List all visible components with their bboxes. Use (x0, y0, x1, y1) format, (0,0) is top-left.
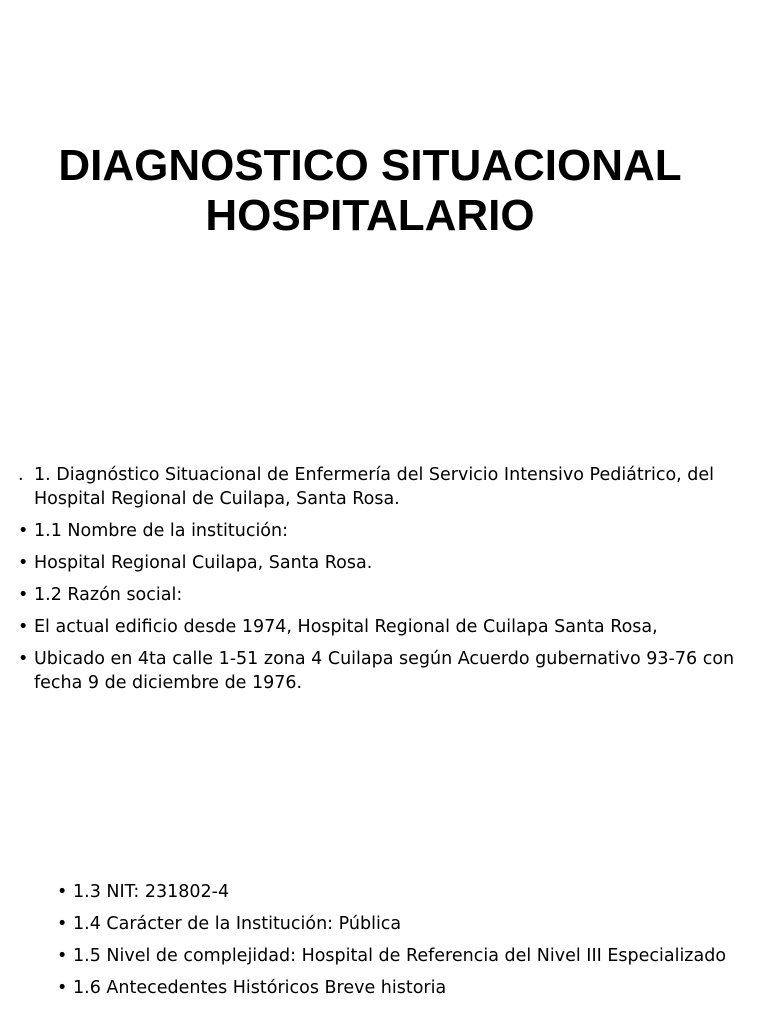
list-item-text: Hospital Regional Cuilapa, Santa Rosa. (34, 553, 373, 573)
list-item-text: 1.1 Nombre de la institución: (34, 521, 288, 541)
list-item-text: Ubicado en 4ta calle 1-51 zona 4 Cuilapa según Acuerdo gubernativo 93-76 con fecha 9 de diciembre de 1976. (34, 649, 735, 693)
list-item-text: El actual edificio desde 1974, Hospital Regional de Cuilapa Santa Rosa, (34, 617, 658, 637)
list-item (57, 880, 757, 904)
list-item-text: 1.4 Carácter de la Institución: Pública (73, 914, 402, 934)
section-1-list (18, 463, 760, 703)
section-2-list (57, 880, 757, 1008)
list-item-text: 1. Diagnóstico Situacional de Enfermería del Servicio Intensivo Pediátrico, del Hospital Regional de Cuilapa, Santa Rosa. (34, 465, 715, 509)
bullet-icon: • (57, 946, 68, 966)
list-item (18, 551, 760, 575)
list-item-lead (18, 463, 760, 511)
list-item (18, 615, 760, 639)
list-item (18, 647, 760, 695)
title-line-1: DIAGNOSTICO SITUACIONAL (58, 141, 682, 190)
bullet-icon: • (57, 882, 68, 902)
title-line-2: HOSPITALARIO (205, 191, 535, 240)
list-item-text: 1.5 Nivel de complejidad: Hospital de Referencia del Nivel III Especializado (73, 946, 727, 966)
list-item (57, 976, 757, 1000)
list-item (57, 944, 757, 968)
bullet-icon: • (18, 553, 29, 573)
list-item (57, 912, 757, 936)
list-item-text: 1.2 Razón social: (34, 585, 183, 605)
page-title (0, 141, 740, 241)
bullet-icon: • (18, 585, 29, 605)
bullet-icon: • (18, 521, 29, 541)
bullet-icon: • (18, 617, 29, 637)
list-item-text: 1.6 Antecedentes Históricos Breve historia (73, 978, 447, 998)
bullet-icon: • (18, 649, 29, 669)
lead-marker: . (18, 465, 24, 485)
list-item (18, 519, 760, 543)
list-item (18, 583, 760, 607)
bullet-icon: • (57, 914, 68, 934)
bullet-icon: • (57, 978, 68, 998)
list-item-text: 1.3 NIT: 231802-4 (73, 882, 230, 902)
